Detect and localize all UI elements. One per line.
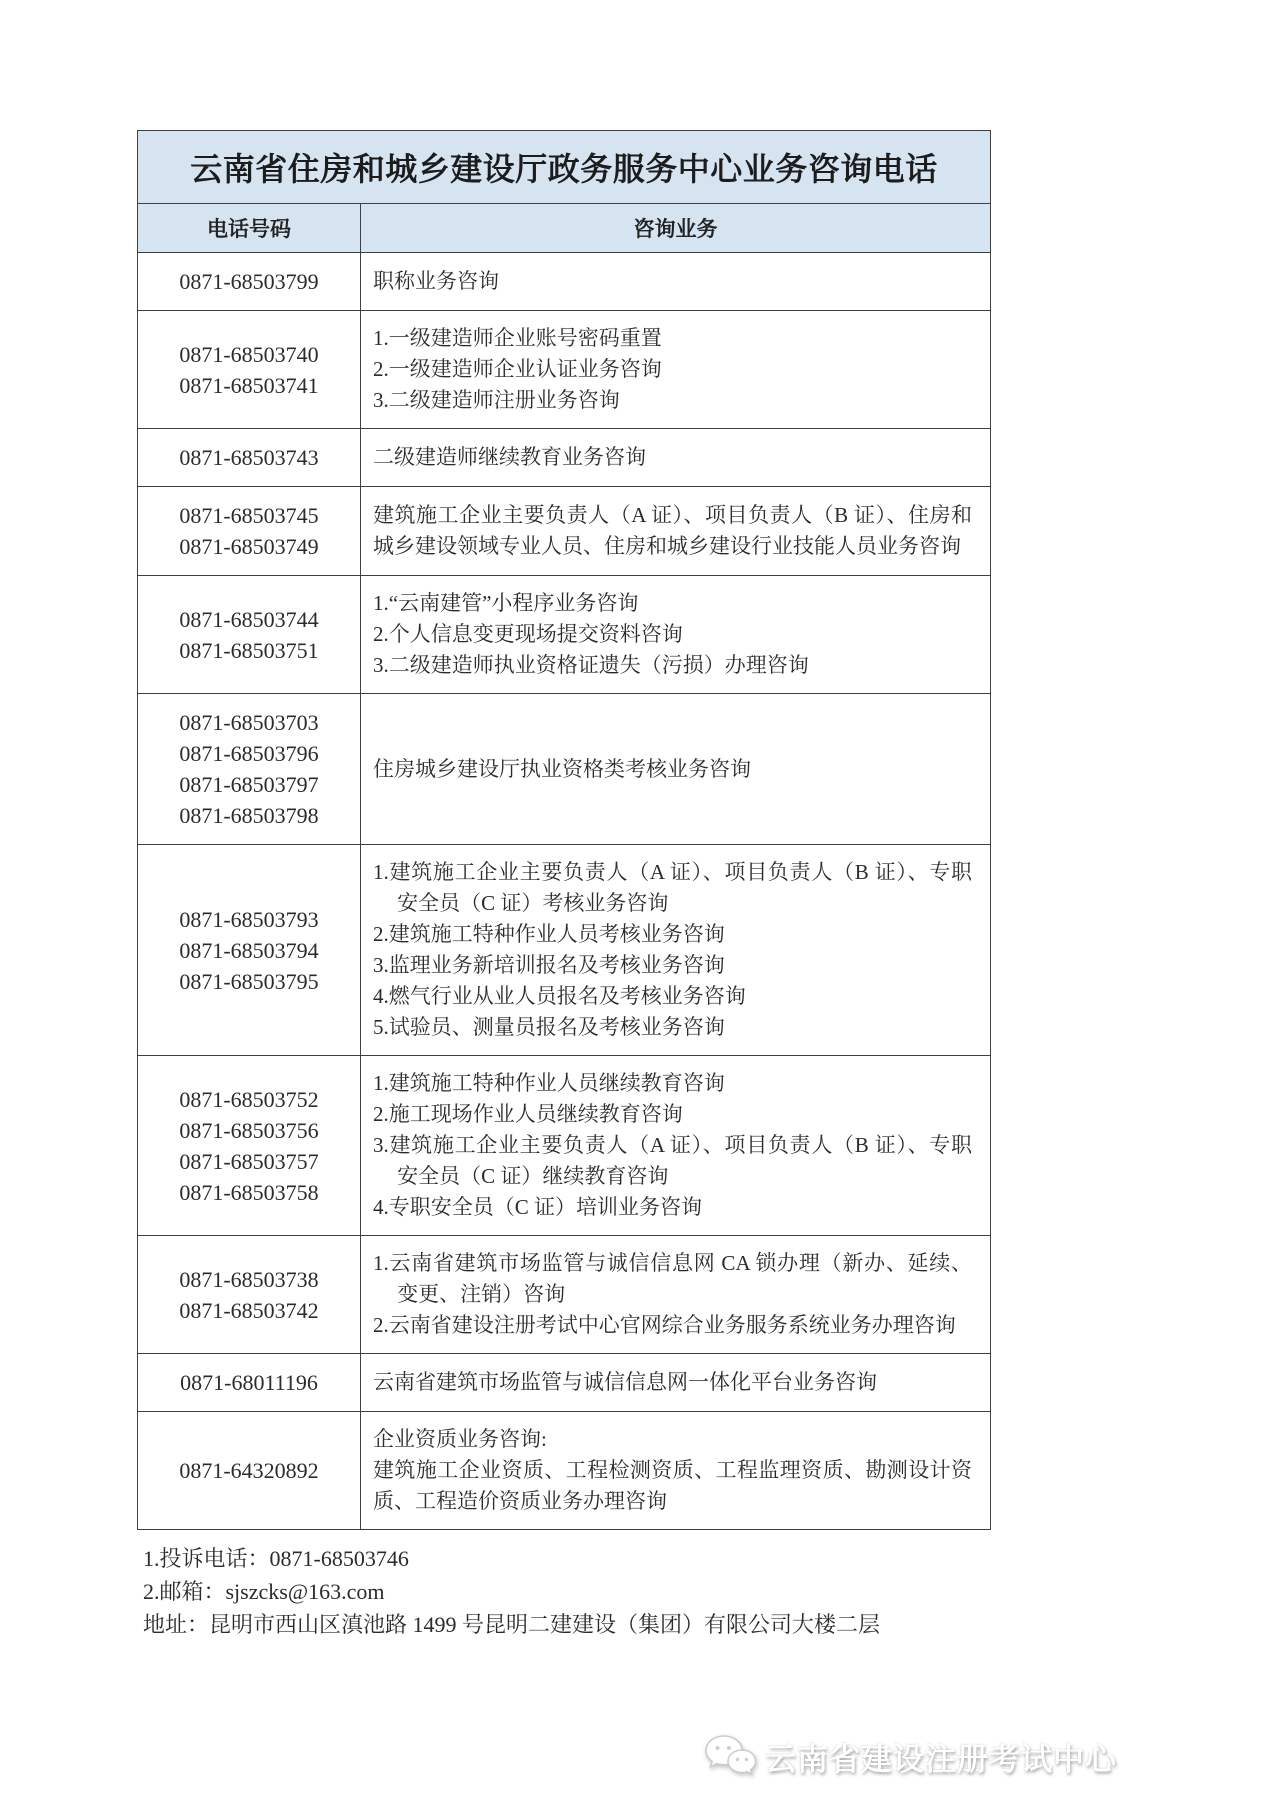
column-header-service: 咨询业务 (361, 204, 991, 253)
footer-notes (143, 1542, 880, 1641)
phone-number: 0871-68503742 (179, 1297, 319, 1323)
table-row (138, 1412, 991, 1530)
service-cell (361, 1354, 991, 1412)
phone-cell (138, 311, 361, 429)
phone-number: 0871-68503796 (179, 741, 319, 766)
phone-number: 0871-68503757 (179, 1148, 319, 1174)
phone-number: 0871-64320892 (179, 1458, 319, 1483)
service-item: 1.建筑施工特种作业人员继续教育咨询 (373, 1071, 725, 1095)
consultation-phone-table (137, 130, 991, 1530)
column-header-row (138, 204, 991, 253)
note-email: 2.邮箱：sjszcks@163.com (143, 1579, 385, 1604)
service-item: 住房城乡建设厅执业资格类考核业务咨询 (373, 756, 751, 781)
service-item: 2.一级建造师企业认证业务咨询 (373, 357, 662, 381)
service-item: 建筑施工企业资质、工程检测资质、工程监理资质、勘测设计资质、工程造价资质业务办理咨询 (373, 1458, 973, 1513)
service-cell (361, 311, 991, 429)
phone-number: 0871-68503794 (179, 937, 319, 963)
column-header-phone: 电话号码 (138, 204, 361, 253)
service-item: 云南省建筑市场监管与诚信信息网一体化平台业务咨询 (373, 1370, 877, 1394)
service-item: 1.一级建造师企业账号密码重置 (373, 326, 662, 350)
phone-number: 0871-68503745 (179, 503, 319, 528)
phone-number: 0871-68503756 (179, 1117, 319, 1143)
watermark-text: 云南省建设注册考试中心 (765, 1741, 1117, 1777)
service-cell (361, 487, 991, 576)
service-item: 1.云南省建筑市场监管与诚信信息网 CA 锁办理（新办、延续、变更、注销）咨询 (373, 1251, 973, 1306)
phone-cell (138, 1354, 361, 1412)
service-cell (361, 1412, 991, 1530)
service-item: 2.云南省建设注册考试中心官网综合业务服务系统业务办理咨询 (373, 1313, 956, 1337)
table-row (138, 311, 991, 429)
table-row (138, 694, 991, 845)
phone-number: 0871-68503749 (179, 534, 319, 559)
phone-cell (138, 694, 361, 845)
table-row (138, 429, 991, 487)
service-item: 1.“云南建管”小程序业务咨询 (373, 591, 639, 615)
service-cell (361, 576, 991, 694)
table-body (138, 253, 991, 1530)
service-item: 1.建筑施工企业主要负责人（A 证）、项目负责人（B 证）、专职安全员（C 证）考核业务咨询 (373, 860, 973, 915)
phone-number: 0871-68503795 (179, 968, 319, 994)
phone-cell (138, 429, 361, 487)
service-item: 2.建筑施工特种作业人员考核业务咨询 (373, 922, 725, 946)
phone-number: 0871-68503740 (179, 341, 319, 367)
table-row (138, 1236, 991, 1354)
service-cell (361, 845, 991, 1056)
phone-number: 0871-68503751 (179, 637, 319, 663)
service-cell (361, 694, 991, 845)
phone-number: 0871-68503738 (179, 1266, 319, 1292)
phone-number: 0871-68503703 (179, 710, 319, 735)
service-item: 职称业务咨询 (373, 269, 499, 293)
service-item: 2.施工现场作业人员继续教育咨询 (373, 1102, 683, 1126)
service-item: 3.监理业务新培训报名及考核业务咨询 (373, 953, 725, 977)
service-item: 3.二级建造师执业资格证遗失（污损）办理咨询 (373, 653, 809, 677)
phone-cell (138, 1056, 361, 1236)
note-address: 地址：昆明市西山区滇池路 1499 号昆明二建建设（集团）有限公司大楼二层 (143, 1612, 881, 1637)
phone-cell (138, 576, 361, 694)
phone-number: 0871-68503744 (179, 606, 319, 632)
wechat-icon (703, 1733, 757, 1779)
service-item: 4.专职安全员（C 证）培训业务咨询 (373, 1195, 703, 1219)
table-row (138, 845, 991, 1056)
phone-number: 0871-68503758 (179, 1179, 319, 1205)
table-row (138, 487, 991, 576)
phone-number: 0871-68503798 (179, 803, 319, 828)
phone-cell (138, 487, 361, 576)
note-complaint-phone: 1.投诉电话：0871-68503746 (143, 1546, 409, 1571)
service-item: 企业资质业务咨询: (373, 1427, 547, 1451)
service-item: 二级建造师继续教育业务咨询 (373, 445, 646, 469)
service-cell (361, 1236, 991, 1354)
service-item: 3.二级建造师注册业务咨询 (373, 388, 620, 412)
table-row (138, 1056, 991, 1236)
service-item: 3.建筑施工企业主要负责人（A 证）、项目负责人（B 证）、专职安全员（C 证）继续教育咨询 (373, 1133, 973, 1188)
service-item: 建筑施工企业主要负责人（A 证）、项目负责人（B 证）、住房和城乡建设领域专业人员、住房和城乡建设行业技能人员业务咨询 (373, 503, 973, 558)
phone-number: 0871-68503797 (179, 772, 319, 797)
phone-number: 0871-68503743 (179, 445, 319, 470)
service-cell (361, 253, 991, 311)
service-item: 2.个人信息变更现场提交资料咨询 (373, 622, 683, 646)
phone-number: 0871-68503793 (179, 906, 319, 932)
phone-cell (138, 845, 361, 1056)
phone-number: 0871-68011196 (180, 1370, 318, 1395)
phone-number: 0871-68503799 (179, 269, 319, 294)
phone-cell (138, 253, 361, 311)
service-cell (361, 429, 991, 487)
table-row (138, 1354, 991, 1412)
watermark (703, 1733, 1117, 1779)
service-item: 5.试验员、测量员报名及考核业务咨询 (373, 1015, 725, 1039)
phone-cell (138, 1412, 361, 1530)
phone-cell (138, 1236, 361, 1354)
title-row (138, 131, 991, 204)
table-row (138, 576, 991, 694)
table-row (138, 253, 991, 311)
table-title: 云南省住房和城乡建设厅政务服务中心业务咨询电话 (138, 131, 991, 204)
phone-number: 0871-68503741 (179, 372, 319, 398)
service-cell (361, 1056, 991, 1236)
service-item: 4.燃气行业从业人员报名及考核业务咨询 (373, 984, 746, 1008)
phone-number: 0871-68503752 (179, 1086, 319, 1112)
